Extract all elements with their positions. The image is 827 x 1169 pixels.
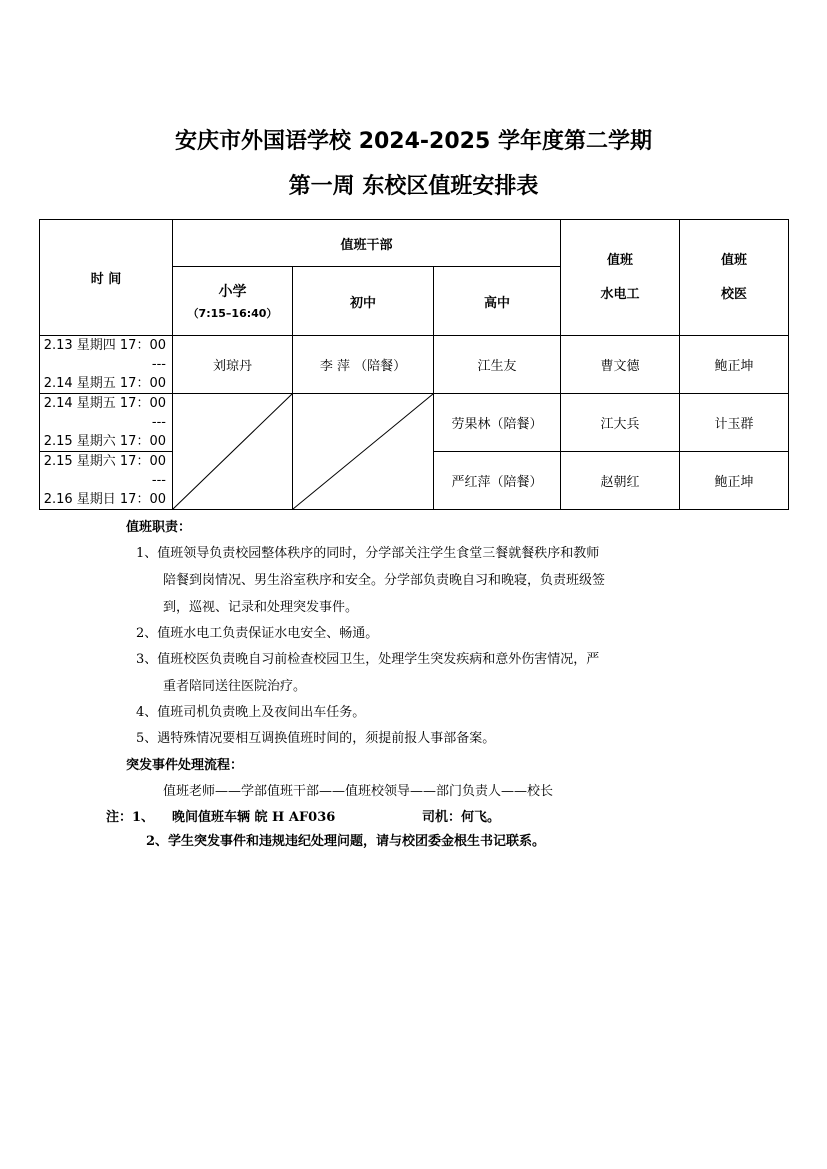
time-start: 2.15 星期六 17：00 ---	[43, 454, 166, 488]
electrician-name: 赵朝红	[561, 452, 680, 510]
note-1-driver: 司机：何飞。	[422, 810, 501, 825]
duty-item-2: 2、值班水电工负责保证水电安全、畅通。	[136, 626, 379, 641]
time-end: 2.15 星期六 17：00	[43, 434, 166, 449]
time-end: 2.16 星期日 17：00	[43, 492, 166, 507]
doctor-header-line1: 值班	[720, 252, 747, 268]
note-1-vehicle: 晚间值班车辆 皖 H AF036	[172, 810, 336, 825]
duty-item-5: 5、遇特殊情况要相互调换值班时间的，须提前报人事部备案。	[136, 731, 496, 746]
time-start: 2.13 星期四 17：00 ---	[43, 338, 166, 372]
junior-cadre: 李 萍 （陪餐）	[293, 336, 434, 394]
duty-schedule-table	[39, 219, 789, 510]
duty-item-3-line2: 重者陪同送往医院治疗。	[163, 679, 307, 694]
doctor-name: 鲍正坤	[680, 452, 789, 510]
table-row	[40, 394, 789, 452]
doctor-name: 计玉群	[680, 394, 789, 452]
duty-item-3-line1: 3、值班校医负责晚自习前检查校园卫生，处理学生突发疾病和意外伤害情况，严	[136, 652, 600, 667]
senior-cadre: 江生友	[434, 336, 561, 394]
document-subtitle: 第一周 东校区值班安排表	[288, 174, 539, 199]
electrician-header-line1: 值班	[606, 252, 633, 268]
time-cell	[40, 452, 173, 510]
primary-cadre: 刘琼丹	[173, 336, 293, 394]
time-header: 时 间	[40, 220, 173, 336]
junior-cadre-empty	[293, 394, 434, 510]
time-start: 2.14 星期五 17：00 ---	[43, 396, 166, 430]
duty-item-1-line3: 到，巡视、记录和处理突发事件。	[163, 600, 359, 615]
electrician-header	[561, 220, 680, 336]
time-cell	[40, 336, 173, 394]
time-cell	[40, 394, 173, 452]
duty-item-1-line1: 1、值班领导负责校园整体秩序的同时，分学部关注学生食堂三餐就餐秩序和教师	[136, 546, 600, 561]
duties-heading: 值班职责：	[126, 520, 192, 535]
emergency-flow: 值班老师——学部值班干部——值班校领导——部门负责人——校长	[163, 784, 554, 799]
senior-cadre: 严红萍（陪餐）	[434, 452, 561, 510]
primary-header	[173, 267, 293, 336]
note-1-prefix: 注：1、	[106, 810, 155, 825]
electrician-name: 曹文德	[561, 336, 680, 394]
duty-item-1-line2: 陪餐到岗情况、男生浴室秩序和安全。分学部负责晚自习和晚寝，负责班级签	[163, 573, 606, 588]
junior-header: 初中	[293, 267, 434, 336]
doctor-name: 鲍正坤	[680, 336, 789, 394]
table-row	[40, 336, 789, 394]
time-end: 2.14 星期五 17：00	[43, 376, 166, 391]
note-2: 2、学生突发事件和违规违纪处理问题，请与校团委金根生书记联系。	[146, 834, 546, 849]
duty-item-4: 4、值班司机负责晚上及夜间出车任务。	[136, 705, 366, 720]
primary-label: 小学	[218, 284, 247, 300]
primary-hours: （7:15–16:40）	[187, 307, 278, 320]
doctor-header-line2: 校医	[720, 286, 747, 302]
document-title: 安庆市外国语学校 2024-2025 学年度第二学期	[175, 129, 652, 154]
cadre-header: 值班干部	[173, 220, 561, 267]
diagonal-strike	[293, 394, 433, 509]
diagonal-strike	[173, 394, 292, 509]
emergency-heading: 突发事件处理流程：	[126, 758, 244, 773]
doctor-header	[680, 220, 789, 336]
senior-cadre: 劳果林（陪餐）	[434, 394, 561, 452]
senior-header: 高中	[434, 267, 561, 336]
electrician-header-line2: 水电工	[600, 286, 640, 302]
primary-cadre-empty	[173, 394, 293, 510]
electrician-name: 江大兵	[561, 394, 680, 452]
